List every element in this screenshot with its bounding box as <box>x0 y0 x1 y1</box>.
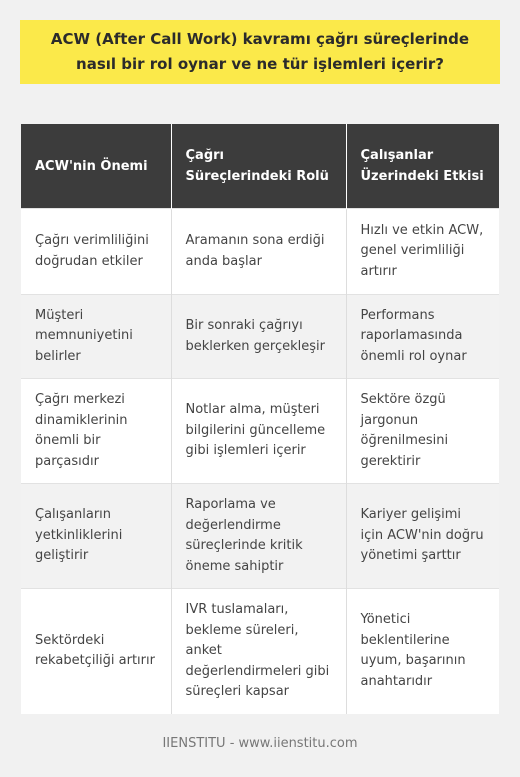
table-header-row <box>21 124 499 209</box>
table-cell: Aramanın sona erdiği anda başlar <box>171 209 346 295</box>
title-banner <box>20 20 500 84</box>
table-cell: Yönetici beklentilerine uyum, başarının anahtarıdır <box>346 589 499 714</box>
table-cell: Hızlı ve etkin ACW, genel verimliliği artırır <box>346 209 499 295</box>
info-table <box>21 124 499 714</box>
table-cell: Bir sonraki çağrıyı beklerken gerçekleşir <box>171 295 346 379</box>
table-cell: Kariyer gelişimi için ACW'nin doğru yönetimi şarttır <box>346 484 499 589</box>
table-row <box>21 209 499 295</box>
table-cell: Notlar alma, müşteri bilgilerini güncelleme gibi işlemleri içerir <box>171 379 346 484</box>
table-row <box>21 484 499 589</box>
footer-credit: IIENSTITU - www.iienstitu.com <box>162 736 358 751</box>
column-header-role: Çağrı Süreçlerindeki Rolü <box>171 124 346 209</box>
table-cell: Çalışanların yetkinliklerini geliştirir <box>21 484 171 589</box>
table-row <box>21 379 499 484</box>
table-cell: Müşteri memnuniyetini belirler <box>21 295 171 379</box>
page-title: ACW (After Call Work) kavramı çağrı süreçlerinde nasıl bir rol oynar ve ne tür işlemleri içerir? <box>50 30 470 73</box>
column-header-importance: ACW'nin Önemi <box>21 124 171 209</box>
table-cell: Sektöre özgü jargonun öğrenilmesini gerektirir <box>346 379 499 484</box>
table-cell: IVR tuslamaları, bekleme süreleri, anket değerlendirmeleri gibi süreçleri kapsar <box>171 589 346 714</box>
column-header-effect: Çalışanlar Üzerindeki Etkisi <box>346 124 499 209</box>
table-row <box>21 295 499 379</box>
table-cell: Sektördeki rekabetçiliği artırır <box>21 589 171 714</box>
table-cell: Çağrı merkezi dinamiklerinin önemli bir parçasıdır <box>21 379 171 484</box>
table-cell: Raporlama ve değerlendirme süreçlerinde kritik öneme sahiptir <box>171 484 346 589</box>
table-row <box>21 589 499 714</box>
table-cell: Performans raporlamasında önemli rol oynar <box>346 295 499 379</box>
table-cell: Çağrı verimliliğini doğrudan etkiler <box>21 209 171 295</box>
